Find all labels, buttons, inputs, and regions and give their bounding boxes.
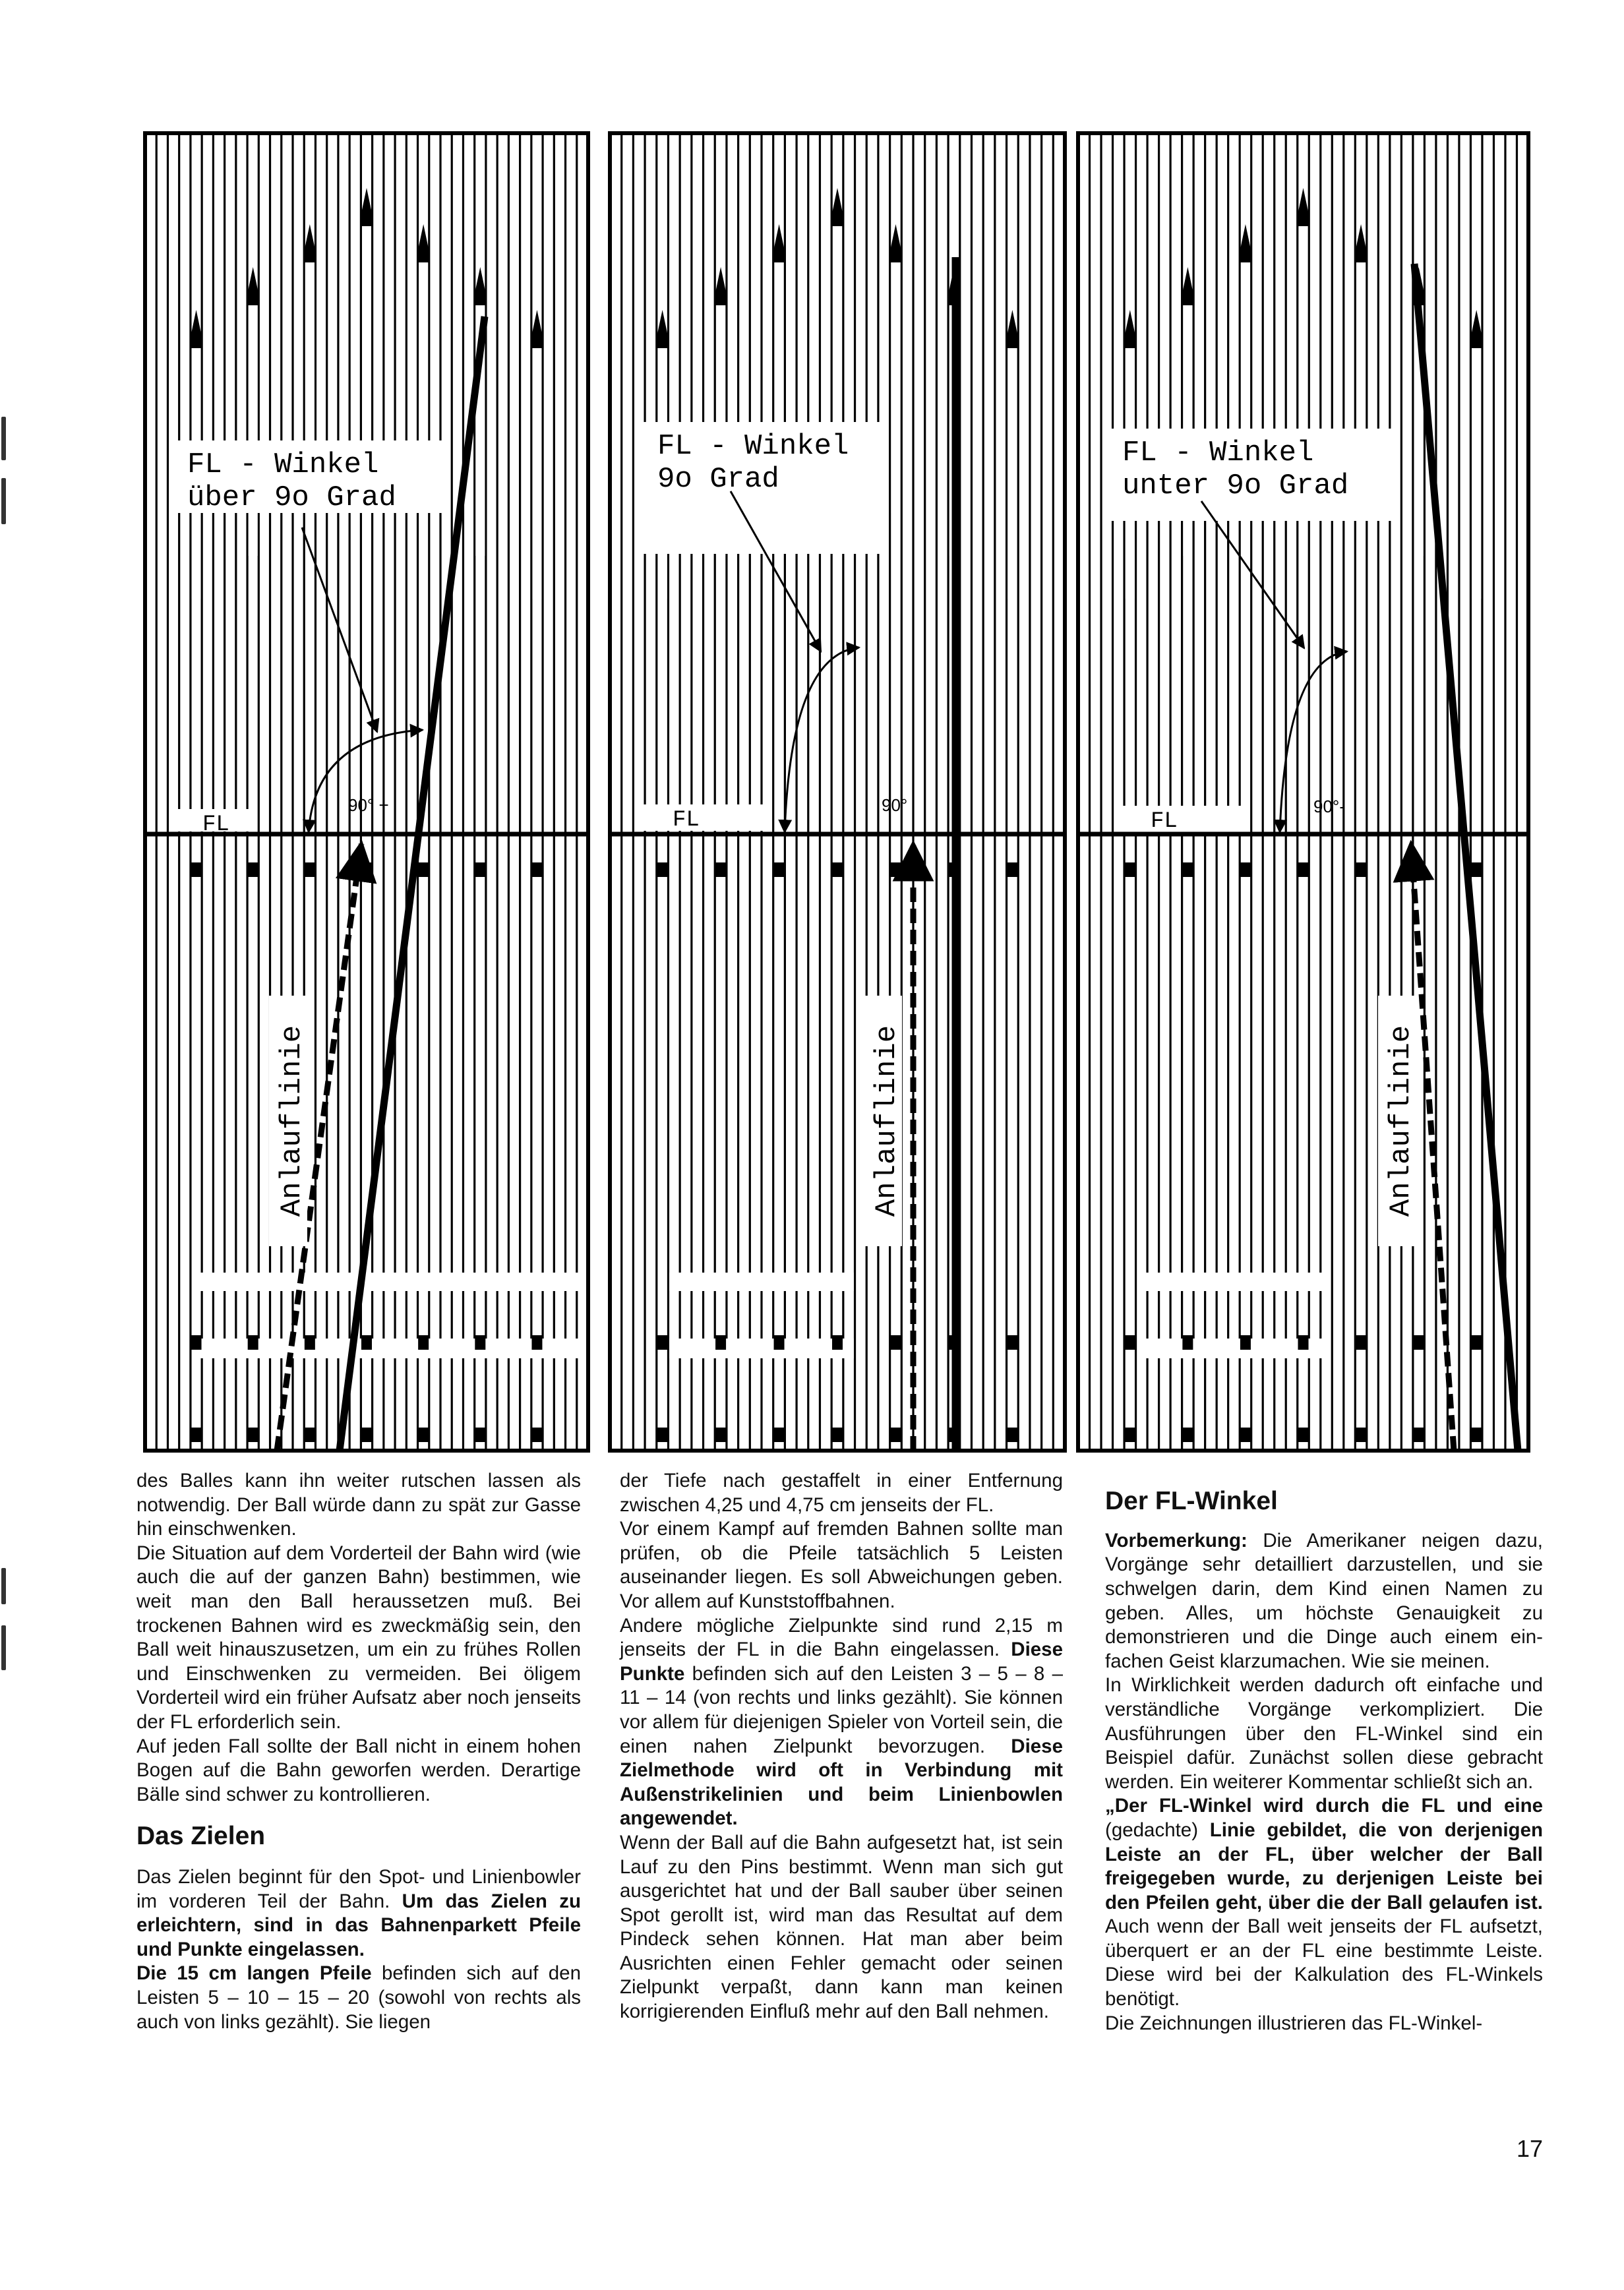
aiming-dot xyxy=(305,862,315,877)
approach-line-label: Anlauflinie xyxy=(276,1025,309,1217)
gap-band xyxy=(1137,1339,1322,1358)
bold-text-run: „Der FL-Winkel wird durch die FL und eine xyxy=(1105,1795,1543,1817)
aiming-dot xyxy=(774,1428,785,1442)
paragraph xyxy=(136,1962,581,2034)
text-run: (gedachte) xyxy=(1105,1819,1210,1841)
paragraph xyxy=(1105,1529,1543,1674)
aiming-dot xyxy=(1182,1428,1193,1442)
aiming-dot xyxy=(715,1428,726,1442)
aiming-dot xyxy=(361,862,372,877)
fl-label-background xyxy=(643,804,768,831)
arrow-shaft-gap xyxy=(1472,348,1481,599)
target-arrow-icon xyxy=(475,267,485,305)
target-arrow-icon xyxy=(248,267,258,305)
aiming-dot xyxy=(1007,1335,1017,1350)
target-arrow-icon xyxy=(1240,224,1251,262)
target-arrow-icon xyxy=(1007,310,1017,348)
paragraph: Wenn der Ball auf die Bahn aufgesetzt hat, ist sein Lauf zu den Pins bestimmt. Wenn man sich gut ausgerichtet hat und der Ball sauber über seinen Spot gerollt ist, wird man das Resultat auf dem Pindeck sehen können. Hat man aber beim Ausrichten einen Fehler gemacht oder seinen Zielpunkt verpaßt, dann kann man keinen korrigierenden Einfluß mehr auf den Ball nehmen. xyxy=(620,1831,1063,2023)
aiming-dot xyxy=(1240,1335,1251,1350)
bold-text-run: Vorbemerkung: xyxy=(1105,1529,1248,1552)
aiming-dot xyxy=(418,862,429,877)
target-arrow-icon xyxy=(1298,188,1309,226)
aiming-dot xyxy=(418,1335,429,1350)
aiming-dot xyxy=(1356,1335,1366,1350)
aiming-dot xyxy=(1240,1428,1251,1442)
gap-band xyxy=(669,1273,854,1291)
aiming-dot xyxy=(248,1335,258,1350)
panel-title-line2: 9o Grad xyxy=(657,463,779,496)
target-arrow-icon xyxy=(832,188,843,226)
paragraph: In Wirklichkeit werden dadurch oft einfache und verständliche Vorgänge verkompliziert. Die Ausführungen über den FL-Winkel sind ein Beispiel dafür. Zunächst sollen diese gebracht werden. Ein weiterer Kommentar schließt sich an. xyxy=(1105,1674,1543,1793)
paragraph xyxy=(136,1865,581,1962)
gap-band xyxy=(198,1273,593,1291)
aiming-dot xyxy=(191,1428,202,1442)
aiming-dot xyxy=(890,862,901,877)
aiming-dot xyxy=(832,1335,843,1350)
aiming-dot xyxy=(1414,1335,1424,1350)
aiming-dot xyxy=(1125,862,1135,877)
panel-title-line1: FL - Winkel xyxy=(1122,437,1314,469)
aiming-dot xyxy=(1298,1335,1309,1350)
aiming-dot xyxy=(475,1335,485,1350)
arrow-shaft-gap xyxy=(891,262,900,513)
paragraph xyxy=(1105,1794,1543,2011)
bold-text-run: Die 15 cm langen Pfeile xyxy=(136,1962,372,1985)
text-column-3 xyxy=(1105,1469,1543,2035)
text-run: Andere mögliche Zielpunkte sind rund 2,15 m jenseits der FL in die Bahn eingelassen. xyxy=(620,1614,1063,1661)
aiming-dot xyxy=(418,1428,429,1442)
target-arrow-icon xyxy=(657,310,668,348)
aiming-dot xyxy=(832,1428,843,1442)
aiming-dot xyxy=(1240,862,1251,877)
aiming-dot xyxy=(1007,862,1017,877)
panel-title-line2: über 9o Grad xyxy=(187,481,396,514)
lane-panel-over90 xyxy=(145,133,593,1451)
angle-label: 90° xyxy=(882,795,908,815)
bold-text-run: Linie gebildet, die von derjenigen Leiste an der FL, über welcher der Ball freigegeben wurde, zu derjenigen Leiste bei den Pfeilen geht, über die der Ball gelaufen ist. xyxy=(1105,1819,1543,1913)
aiming-dot xyxy=(1182,862,1193,877)
target-arrow-icon xyxy=(1125,310,1135,348)
arrow-shaft-gap xyxy=(362,226,371,477)
gap-band xyxy=(1137,1273,1322,1291)
bold-text-run: Um das Zielen zu erleichtern, sind in das Bahnenparkett Pfeile und Punkte eingelassen. xyxy=(136,1890,581,1960)
arrow-shaft-gap xyxy=(1007,348,1017,599)
aiming-dot xyxy=(531,1335,542,1350)
approach-line-label: Anlauflinie xyxy=(870,1025,903,1217)
angle-label: 90° + xyxy=(348,795,389,815)
aiming-dot xyxy=(774,862,785,877)
section-heading-fl-winkel: Der FL-Winkel xyxy=(1105,1487,1278,1515)
page-number: 17 xyxy=(1517,2135,1544,2162)
aiming-dot xyxy=(1182,1335,1193,1350)
arrow-shaft-gap xyxy=(1356,262,1366,513)
fl-label: FL xyxy=(1151,809,1178,834)
target-arrow-icon xyxy=(715,267,726,305)
aiming-dot xyxy=(191,1335,202,1350)
panel-title-line2: unter 9o Grad xyxy=(1122,469,1349,502)
panel-title-line1: FL - Winkel xyxy=(187,448,379,481)
pointer-arrow xyxy=(302,527,377,732)
text-run: Auch wenn der Ball weit jenseits der FL aufsetzt, überquert er an der FL eine bestimmte Leiste. Diese wird bei der Kalkulation des FL-Winkels benötigt. xyxy=(1105,1915,1543,2010)
aiming-dot xyxy=(1471,1428,1482,1442)
text-run: Das Zielen beginnt für den Spot- und Linienbowler im vorderen Teil der Bahn. xyxy=(136,1866,581,1912)
target-arrow-icon xyxy=(774,224,785,262)
arrow-shaft-gap xyxy=(419,262,428,513)
target-arrow-icon xyxy=(890,224,901,262)
aiming-dot xyxy=(890,1335,901,1350)
aiming-dot xyxy=(1007,1428,1017,1442)
aiming-dot xyxy=(657,862,668,877)
target-arrow-icon xyxy=(305,224,315,262)
ball-path-line xyxy=(1414,264,1518,1451)
aiming-dot xyxy=(361,1428,372,1442)
arrow-shaft-gap xyxy=(1183,305,1192,556)
aiming-dot xyxy=(1125,1335,1135,1350)
target-arrow-icon xyxy=(361,188,372,226)
aiming-dot xyxy=(531,862,542,877)
approach-line-label: Anlauflinie xyxy=(1385,1025,1418,1217)
aiming-dot xyxy=(1356,862,1366,877)
aiming-dot xyxy=(1471,1335,1482,1350)
aiming-dot xyxy=(715,1335,726,1350)
aiming-dot xyxy=(1298,1428,1309,1442)
aiming-dot xyxy=(191,862,202,877)
aiming-dot xyxy=(475,862,485,877)
angle-label: 90°- xyxy=(1313,797,1345,816)
scan-mark xyxy=(1,1625,6,1670)
scan-mark xyxy=(1,1568,6,1604)
fl-label: FL xyxy=(202,812,229,837)
aiming-dot xyxy=(1471,862,1482,877)
panel-title-line1: FL - Winkel xyxy=(657,430,849,463)
text-column-1 xyxy=(136,1469,581,2034)
aiming-dot xyxy=(715,862,726,877)
arrow-shaft-gap xyxy=(249,305,258,556)
aiming-dot xyxy=(361,1335,372,1350)
bold-text-run: Diese Zielmethode wird oft in Verbindung mit Außenstrikelinien und beim Linienbowlen angewendet. xyxy=(620,1735,1063,1830)
target-arrow-icon xyxy=(1471,310,1482,348)
aiming-dot xyxy=(531,1428,542,1442)
aiming-dot xyxy=(1298,862,1309,877)
aiming-dot xyxy=(305,1428,315,1442)
fl-label-background xyxy=(1121,806,1246,832)
lane-panel-under90 xyxy=(1078,133,1528,1451)
target-arrow-icon xyxy=(1182,267,1193,305)
bold-text-run: Diese Punkte xyxy=(620,1639,1063,1685)
aiming-dot xyxy=(657,1428,668,1442)
aiming-dot xyxy=(890,1428,901,1442)
aiming-dot xyxy=(657,1335,668,1350)
aiming-dot xyxy=(1356,1428,1366,1442)
arrow-shaft-gap xyxy=(532,348,541,599)
lane-panel-equal90 xyxy=(610,133,1065,1451)
text-run: Die Amerikaner neigen dazu, Vorgänge sehr detailliert darzustellen, und sie schwelgen darin, dem Kind einen Namen zu geben. Alles, um höchste Genauigkeit zu demonstrieren und die Dinge auch einem einfachen Geist klarzumachen. Wie sie meinen. xyxy=(1105,1529,1543,1672)
paragraph: Die Zeichnungen illustrieren das FL-Winkel- xyxy=(1105,2012,1483,2034)
fl-label: FL xyxy=(673,808,700,833)
paragraph: der Tiefe nach gestaffelt in einer Entfernung zwischen 4,25 und 4,75 cm jenseits der FL. xyxy=(620,1470,1063,1516)
text-run: befinden sich auf den Leisten 5 – 10 – 15 – 20 (sowohl von rechts als auch von links gezählt). Sie liegen xyxy=(136,1962,581,2033)
text-column-2 xyxy=(620,1469,1063,2024)
paragraph: des Balles kann ihn weiter rutschen lassen als notwendig. Der Ball würde dann zu spät zur Gasse hin einschwenken. xyxy=(136,1470,581,1540)
aiming-dot xyxy=(1414,1428,1424,1442)
target-arrow-icon xyxy=(531,310,542,348)
aiming-dot xyxy=(832,862,843,877)
aiming-dot xyxy=(1125,1428,1135,1442)
target-arrow-icon xyxy=(191,310,202,348)
aiming-dot xyxy=(774,1335,785,1350)
aiming-dot xyxy=(248,862,258,877)
aiming-dot xyxy=(305,1335,315,1350)
aiming-dot xyxy=(475,1428,485,1442)
aiming-dot xyxy=(248,1428,258,1442)
gap-band xyxy=(669,1339,854,1358)
target-arrow-icon xyxy=(418,224,429,262)
section-heading-das-zielen: Das Zielen xyxy=(136,1822,266,1851)
paragraph: Auf jeden Fall sollte der Ball nicht in einem hohen Bogen auf die Bahn geworfen werden. Derartige Bälle sind schwer zu kontrollieren. xyxy=(136,1735,581,1805)
target-arrow-icon xyxy=(1356,224,1366,262)
text-run: befinden sich auf den Leisten 3 – 5 – 8 – 11 – 14 (von rechts und links gezählt). Sie können vor allem für diejenigen Spieler von Vorteil sein, die einen nahen Zielpunkt bevorzugen. xyxy=(620,1662,1063,1757)
paragraph: Die Situation auf dem Vorderteil der Bahn wird (wie auch die auf der ganzen Bahn) bestimmen, wie weit man den Ball heraussetzen muß. Bei trockenen Bahnen wird es zweckmäßig sein, den Ball weit hinauszusetzen, um ein zu frühes Rollen und Einschwenken zu vermeiden. Bei öligem Vorderteil wird ein früher Aufsatz aber noch jenseits der FL erforderlich sein. xyxy=(136,1542,581,1733)
paragraph xyxy=(620,1614,1063,1831)
paragraph: Vor einem Kampf auf fremden Bahnen sollte man prüfen, ob die Pfeile tatsächlich 5 Leisten auseinander liegen. Es soll Abweichungen geben. Vor allem auf Kunststoffbahnen. xyxy=(620,1518,1063,1612)
